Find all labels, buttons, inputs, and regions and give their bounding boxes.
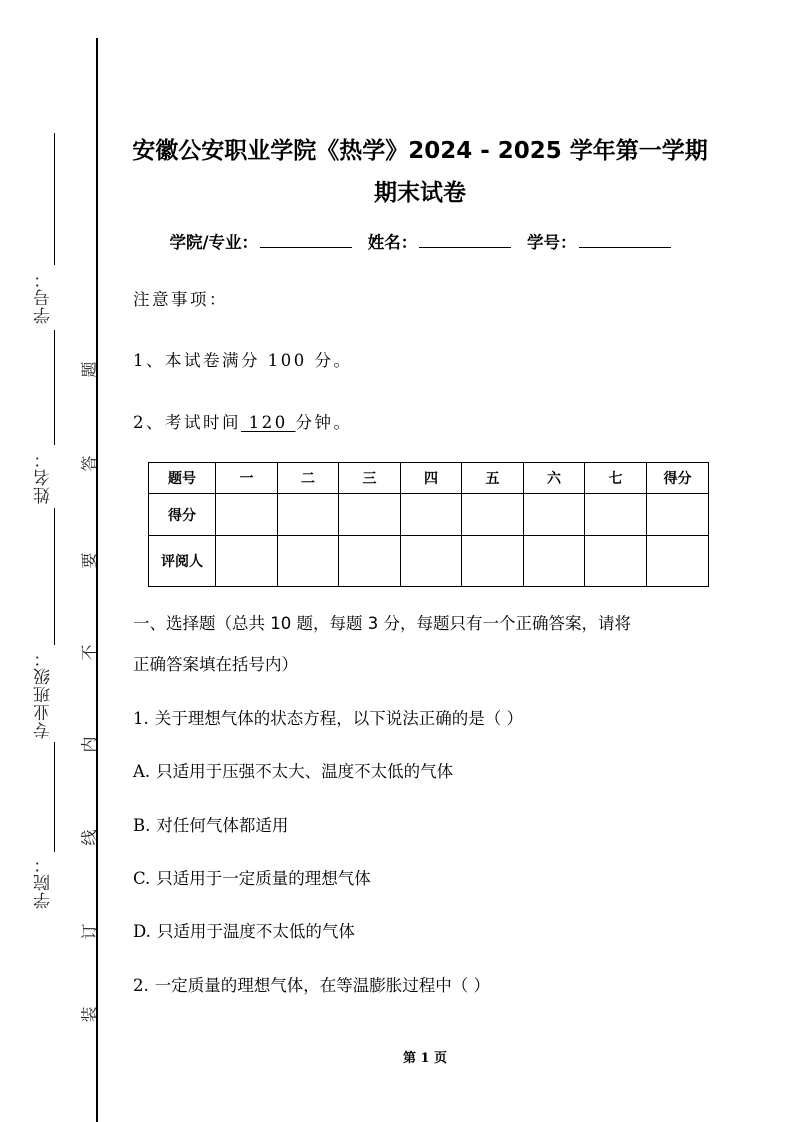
- score-cell[interactable]: [462, 494, 524, 536]
- notice-item-1: 1、本试卷满分 100 分。: [133, 351, 353, 370]
- section-1-heading-line2: 正确答案填在括号内）: [133, 655, 298, 674]
- reviewer-cell[interactable]: [585, 536, 647, 587]
- score-cell[interactable]: [339, 494, 401, 536]
- score-cell[interactable]: [585, 494, 647, 536]
- seal-char: 不: [79, 644, 99, 661]
- score-table: [148, 462, 709, 587]
- reviewer-cell[interactable]: [462, 536, 524, 587]
- reviewer-cell[interactable]: [524, 536, 585, 587]
- score-cell[interactable]: [401, 494, 462, 536]
- reviewer-cell[interactable]: [339, 536, 401, 587]
- header-cell: 六: [524, 463, 585, 494]
- college-major-blank[interactable]: [260, 233, 352, 248]
- margin-college-label: 学院：: [34, 855, 54, 909]
- option-key: A.: [133, 762, 151, 781]
- question-number: 2.: [133, 976, 149, 995]
- question-1: [133, 705, 523, 729]
- reviewer-cell[interactable]: [401, 536, 462, 587]
- name-blank[interactable]: [419, 233, 511, 248]
- header-cell: 得分: [647, 463, 709, 494]
- seal-char: 装: [79, 1006, 99, 1023]
- header-cell: 五: [462, 463, 524, 494]
- header-cell: 题号: [149, 463, 216, 494]
- exam-title-line2: 期末试卷: [374, 180, 466, 206]
- score-cell[interactable]: [278, 494, 339, 536]
- margin-class-label: 专业班级：: [34, 649, 54, 739]
- reviewer-cell[interactable]: [278, 536, 339, 587]
- notice-item-2-suffix: 分钟。: [295, 413, 353, 432]
- student-id-blank[interactable]: [579, 233, 671, 248]
- question-stem: 关于理想气体的状态方程，以下说法正确的是（ ）: [154, 709, 523, 728]
- seal-char: 题: [79, 361, 99, 378]
- page-number: 第 1 页: [402, 1051, 448, 1066]
- seal-char: 线: [79, 829, 99, 846]
- class-blank-line[interactable]: [54, 508, 55, 645]
- notice-heading: 注意事项：: [133, 290, 228, 309]
- section-1-heading-line1: 一、选择题（总共 10 题，每题 3 分，每题只有一个正确答案，请将: [133, 614, 631, 633]
- score-table-header-row: [149, 463, 709, 494]
- margin-student-id-label: 学号：: [34, 270, 54, 324]
- question-number: 1.: [133, 709, 149, 728]
- option-text: 只适用于一定质量的理想气体: [156, 869, 371, 888]
- margin-name-label: 姓名：: [34, 450, 54, 504]
- question-1-option-b[interactable]: [133, 812, 288, 836]
- header-cell: 一: [216, 463, 278, 494]
- option-text: 只适用于温度不太低的气体: [156, 922, 355, 941]
- question-1-option-a[interactable]: [133, 758, 453, 782]
- exam-title-line1: 安徽公安职业学院《热学》2024 - 2025 学年第一学期: [132, 138, 708, 164]
- student-info-row: [120, 229, 720, 253]
- reviewer-row: [149, 536, 709, 587]
- college-blank-line[interactable]: [54, 742, 55, 852]
- row-label: 评阅人: [149, 536, 216, 587]
- header-cell: 三: [339, 463, 401, 494]
- seal-char: 答: [79, 455, 99, 472]
- name-label: 姓名：: [367, 233, 418, 252]
- header-cell: 四: [401, 463, 462, 494]
- option-key: D.: [133, 922, 151, 941]
- notice-item-2-prefix: 2、考试时间: [133, 413, 241, 432]
- question-stem: 一定质量的理想气体，在等温膨胀过程中（ ）: [154, 976, 490, 995]
- option-text: 对任何气体都适用: [156, 816, 289, 835]
- option-key: B.: [133, 816, 151, 835]
- college-major-label: 学院/专业：: [169, 233, 259, 252]
- seal-char: 内: [79, 736, 99, 753]
- seal-char: 订: [79, 923, 99, 940]
- binding-line: [96, 38, 98, 1122]
- question-2: [133, 972, 490, 996]
- score-row: [149, 494, 709, 536]
- score-cell[interactable]: [216, 494, 278, 536]
- header-cell: 二: [278, 463, 339, 494]
- row-label: 得分: [149, 494, 216, 536]
- option-text: 只适用于压强不太大、温度不太低的气体: [156, 762, 454, 781]
- question-1-option-c[interactable]: [133, 865, 371, 889]
- score-cell[interactable]: [647, 494, 709, 536]
- header-cell: 七: [585, 463, 647, 494]
- name-blank-line[interactable]: [54, 330, 55, 445]
- option-key: C.: [133, 869, 151, 888]
- student-id-label: 学号：: [527, 233, 577, 252]
- reviewer-cell[interactable]: [647, 536, 709, 587]
- notice-item-2: [133, 409, 352, 433]
- reviewer-cell[interactable]: [216, 536, 278, 587]
- exam-duration-value: 120: [241, 413, 296, 432]
- student-id-blank-line[interactable]: [54, 133, 55, 265]
- question-1-option-d[interactable]: [133, 918, 355, 942]
- seal-char: 要: [79, 552, 99, 569]
- score-cell[interactable]: [524, 494, 585, 536]
